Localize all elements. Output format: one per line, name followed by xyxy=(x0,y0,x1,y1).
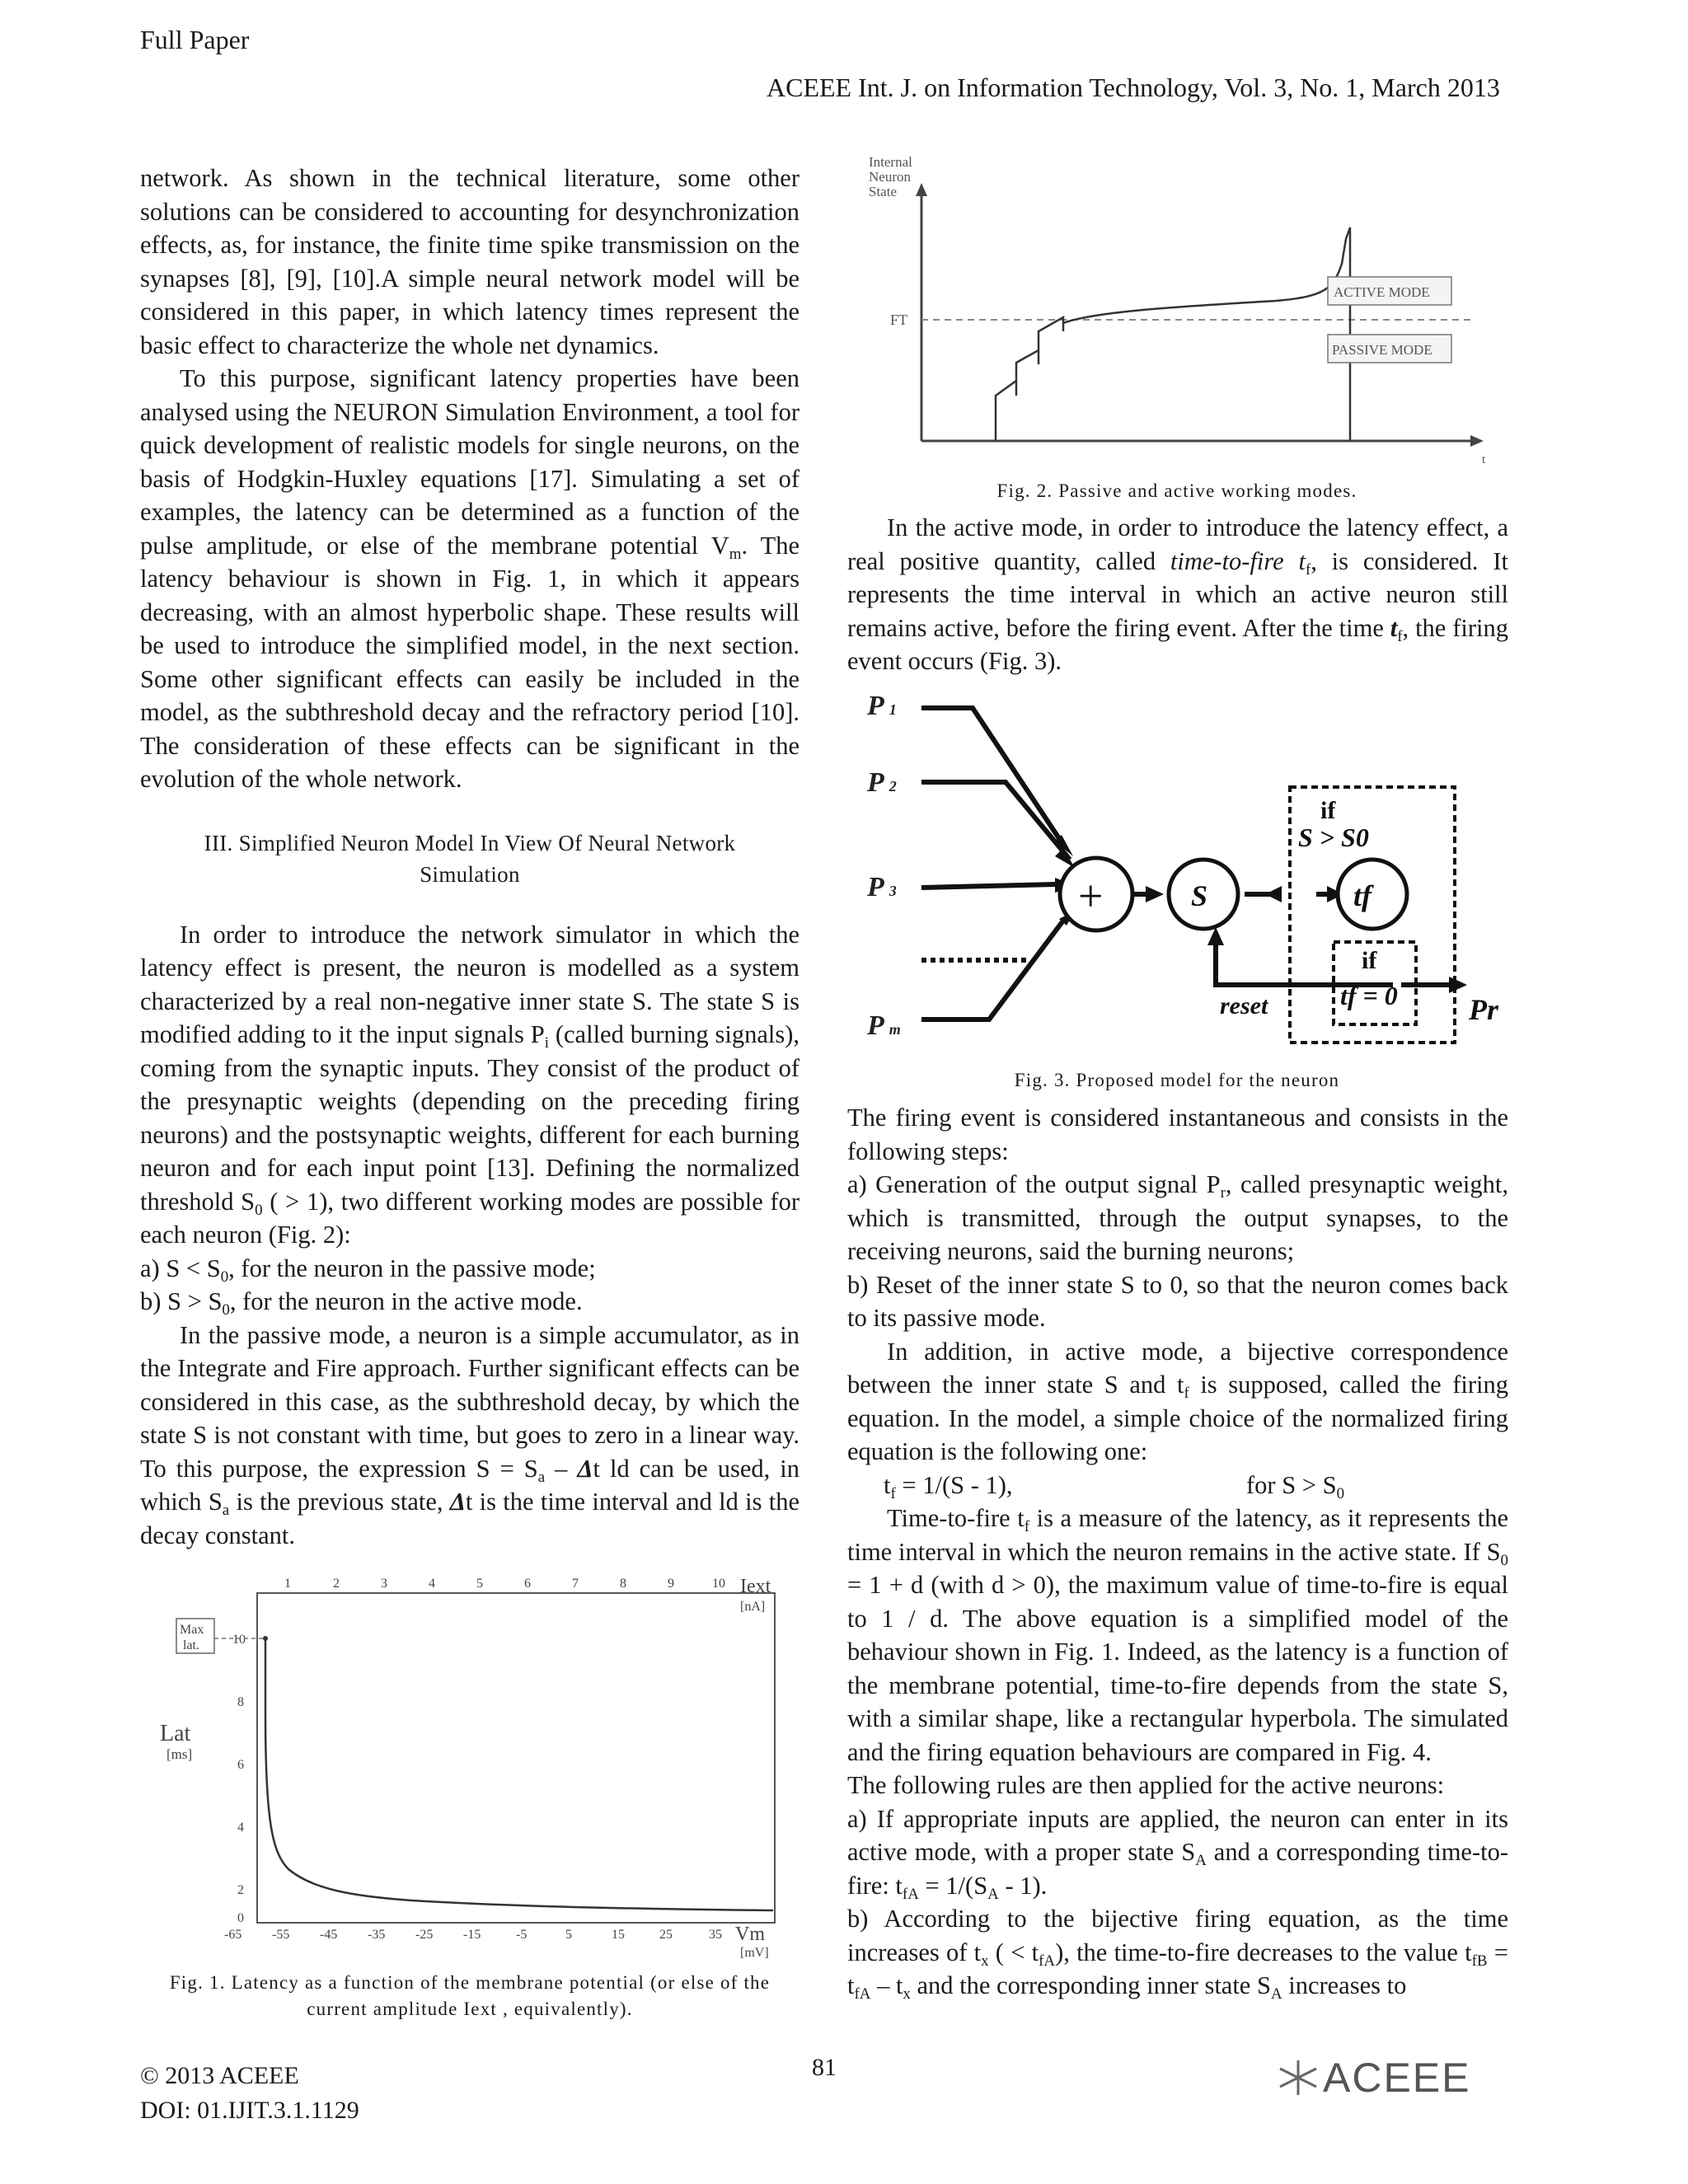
fig1-y-ticks xyxy=(232,1633,246,1925)
paragraph: network. As shown in the technical literature, some other solutions can be considered to accounting for desynchronization effects, as, for instance, the finite time spike transmission on the synapses [8], [9], [10].A simple neural network model will be considered in this paper, in which latency times represent the basic effect to characterize the whole net dynamics. xyxy=(140,164,799,359)
svg-text:6: 6 xyxy=(237,1758,244,1772)
svg-text:15: 15 xyxy=(612,1928,625,1942)
svg-text:0: 0 xyxy=(237,1911,244,1925)
svg-text:35: 35 xyxy=(709,1928,722,1942)
fig1-y-label: Lat xyxy=(160,1721,191,1746)
fig2-y-label: State xyxy=(869,184,897,199)
svg-text:-5: -5 xyxy=(516,1928,528,1942)
svg-text:-45: -45 xyxy=(320,1928,338,1942)
svg-text:P2: P 2 xyxy=(867,767,897,798)
svg-text:6: 6 xyxy=(524,1577,531,1591)
fig1-top-label: Iext xyxy=(740,1576,771,1597)
list-item: b) Reset of the inner state S to 0, so that the neuron comes back to its passive mode. xyxy=(847,1270,1508,1332)
svg-text:8: 8 xyxy=(237,1695,244,1709)
left-column xyxy=(140,162,799,1552)
fig3-input-label: P xyxy=(867,872,884,902)
svg-text:25: 25 xyxy=(659,1928,673,1942)
journal-citation: ACEEE Int. J. on Information Technology, Vol. 3, No. 1, March 2013 xyxy=(767,73,1500,102)
svg-text:-65: -65 xyxy=(224,1928,242,1942)
header-label: Full Paper xyxy=(140,25,250,54)
right-column-top xyxy=(847,511,1508,678)
svg-text:P3: P 3 xyxy=(867,872,897,902)
fig1-max-label: lat. xyxy=(183,1638,199,1652)
fig3-condition: S > S0 xyxy=(1298,823,1369,852)
list-item: b) $S > S_0$, for the neuron in the active mode. xyxy=(140,1287,583,1319)
logo-text: ACEEE xyxy=(1323,2055,1471,2101)
svg-text:P1: P 1 xyxy=(867,691,897,721)
svg-text:3: 3 xyxy=(381,1577,387,1591)
svg-text:10: 10 xyxy=(232,1633,246,1647)
svg-text:-25: -25 xyxy=(415,1928,434,1942)
fig1-x-ticks xyxy=(224,1928,722,1942)
paragraph: Time-to-fire $t_f$ is a measure of the latency, as it represents the time interval in which the neuron remains in the active state. If $S_0 = 1 + d$ (with d > 0), the maximum value of time-to-fire is equal to 1 / d. The above equation is a simplified model of the behaviour shown in Fig. 1. Indeed, as the latency is a function of the membrane potential, time-to-fire depends from the state S, with a similar shape, like a rectangular hyperbola. The simulated and the firing equation behaviours are compared in Fig. 4. xyxy=(847,1504,1508,1766)
list-item: a) If appropriate inputs are applied, the neuron can enter in its active mode, with a proper state $S_A$ and a corresponding time-to-fire: $t_{fA} = 1/(S_A - 1)$. xyxy=(847,1804,1508,1903)
fig2-ft-label: FT xyxy=(890,312,908,328)
fig3-input-label: P xyxy=(867,1010,884,1041)
copyright: © 2013 ACEEE xyxy=(140,2062,299,2089)
fig2-active-label: ACTIVE MODE xyxy=(1334,284,1430,300)
aceee-logo xyxy=(1273,2054,1471,2102)
firing-equation: $t_f = 1/(S - 1)$, for $S > S_0$ xyxy=(884,1470,1345,1502)
paragraph: The firing event is considered instantaneous and consists in the following steps: xyxy=(847,1104,1508,1165)
paragraph: In order to introduce the network simulator in which the latency effect is present, the neuron is modelled as a system characterized by a real non-negative inner state S. The state S is modified adding to it the input signals $P_i$ (called burning signals), coming from the synaptic inputs. They consist of the product of the presynaptic weights (depending on the preceding firing neurons) and the postsynaptic weights, different for each burning neuron and for each input point [13]. Defining the normalized threshold $S_0$ ( > 1), two different working modes are possible for each neuron (Fig. 2): xyxy=(140,920,799,1249)
paragraph: In the passive mode, a neuron is a simple accumulator, as in the Integrate and Fire approach. Further significant effects can be considered in this case, as the subthreshold decay, by which the state S is not constant with time, but goes to zero in a linear way. To this purpose, the expression $S = S_a - \Delta t$ ld can be used, in which $S_a$ is the previous state, Δt is the time interval and ld is the decay constant. xyxy=(140,1320,800,1549)
svg-text:-55: -55 xyxy=(272,1928,290,1942)
fig3-input-label: P xyxy=(867,691,884,721)
fig3-if-label: if xyxy=(1320,797,1336,824)
svg-text:5: 5 xyxy=(476,1577,483,1591)
svg-text:10: 10 xyxy=(712,1577,725,1591)
svg-text:-15: -15 xyxy=(463,1928,481,1942)
fig2-caption: Fig. 2. Passive and active working modes. xyxy=(996,480,1357,501)
svg-text:2: 2 xyxy=(237,1883,244,1897)
fig2-y-label: Neuron xyxy=(869,169,911,185)
fig3-tf-node: tf xyxy=(1353,879,1372,912)
fig3-state-node: S xyxy=(1191,879,1208,912)
fig3-caption: Fig. 3. Proposed model for the neuron xyxy=(1014,1070,1340,1090)
fig3-reset-label: reset xyxy=(1220,992,1268,1019)
fig1-x-unit: [mV] xyxy=(740,1946,769,1960)
svg-text:2: 2 xyxy=(333,1577,340,1591)
logo-star-icon xyxy=(1273,2057,1323,2098)
svg-text:4: 4 xyxy=(237,1821,244,1835)
fig1-max-label: Max xyxy=(180,1623,204,1637)
fig1-y-unit: [ms] xyxy=(166,1746,193,1762)
fig2-passive-label: PASSIVE MODE xyxy=(1332,342,1432,358)
fig1-caption: Fig. 1. Latency as a function of the membrane potential (or else of the current amplitude Iext , equivalently). xyxy=(169,1972,771,2019)
paragraph: The following rules are then applied for the active neurons: xyxy=(847,1771,1445,1799)
fig1-top-ticks xyxy=(284,1577,725,1591)
svg-text:-35: -35 xyxy=(368,1928,386,1942)
list-item: b) According to the bijective firing equation, as the time increases of $t_x$ ( < $t_{fA}$), the time-to-fire decreases to the value $t_{fB} = t_{fA} - t_x$ and the corresponding inner state $S_A$ increases to xyxy=(847,1905,1508,2003)
fig3-input-label: P xyxy=(867,767,884,798)
svg-text:1: 1 xyxy=(284,1577,291,1591)
fig2-state-curve xyxy=(996,227,1350,441)
svg-text:4: 4 xyxy=(429,1577,435,1591)
fig3-if-label: if xyxy=(1362,947,1377,974)
paragraph: In addition, in active mode, a bijective correspondence between the inner state S and $t_f$ is supposed, called the firing equation. In the model, a simple choice of the normalized firing equation is the following one: xyxy=(847,1337,1508,1465)
fig2-t-label: t xyxy=(1482,453,1486,466)
page-number: 81 xyxy=(812,2054,837,2081)
svg-text:8: 8 xyxy=(620,1577,626,1591)
svg-text:5: 5 xyxy=(565,1928,572,1942)
paragraph: To this purpose, significant latency properties have been analysed using the NEURON Simulation Environment, a tool for quick development of realistic models for single neurons, on the basis of Hodgkin-Huxley equations [17]. Simulating a set of examples, the latency can be determined as a function of the pulse amplitude, or else of the membrane potential $V_m$. The latency behaviour is shown in Fig. 1, in which it appears decreasing, with an almost hyperbolic shape. These results will be used to introduce the simplified model, in the next section. Some other significant effects can easily be included in the model, as the subthreshold decay and the refractory period [10]. The consideration of these effects can be significant in the evolution of the whole network. xyxy=(140,364,799,793)
fig1-top-unit: [nA] xyxy=(740,1600,766,1614)
section-heading: III. Simplified Neuron Model In View Of Neural Network Simulation xyxy=(204,830,736,887)
svg-text:9: 9 xyxy=(668,1577,674,1591)
fig3-neuron-model xyxy=(857,680,1508,1055)
fig2-working-modes xyxy=(847,148,1507,478)
list-item: a) $S < S_0$, for the neuron in the passive mode; xyxy=(140,1254,596,1286)
doi: DOI: 01.IJIT.3.1.1129 xyxy=(140,2097,359,2124)
fig3-output-label: Pr xyxy=(1469,993,1498,1026)
fig1-latency-curve xyxy=(265,1640,773,1910)
list-item: a) Generation of the output signal $P_r$, called presynaptic weight, which is transmitted, through the output synapses, to the receiving neurons, said the burning neurons; xyxy=(847,1170,1508,1265)
fig1-latency-plot xyxy=(140,1572,808,1985)
right-column-bottom xyxy=(847,1101,1508,2003)
fig1-x-label: Vm xyxy=(735,1924,765,1945)
fig3-sum-node: + xyxy=(1078,871,1104,921)
paragraph: In the active mode, in order to introduce the latency effect, a real positive quantity, called time-to-fire $t_f$, is considered. It represents the time interval in which an active neuron still remains active, before the firing event. After the time $t_f$, the firing event occurs (Fig. 3). xyxy=(847,513,1508,675)
svg-text:Pm: Pm xyxy=(867,1010,901,1041)
svg-text:7: 7 xyxy=(572,1577,579,1591)
fig2-y-label: Internal xyxy=(869,154,912,170)
fig3-condition: tf = 0 xyxy=(1340,981,1398,1010)
